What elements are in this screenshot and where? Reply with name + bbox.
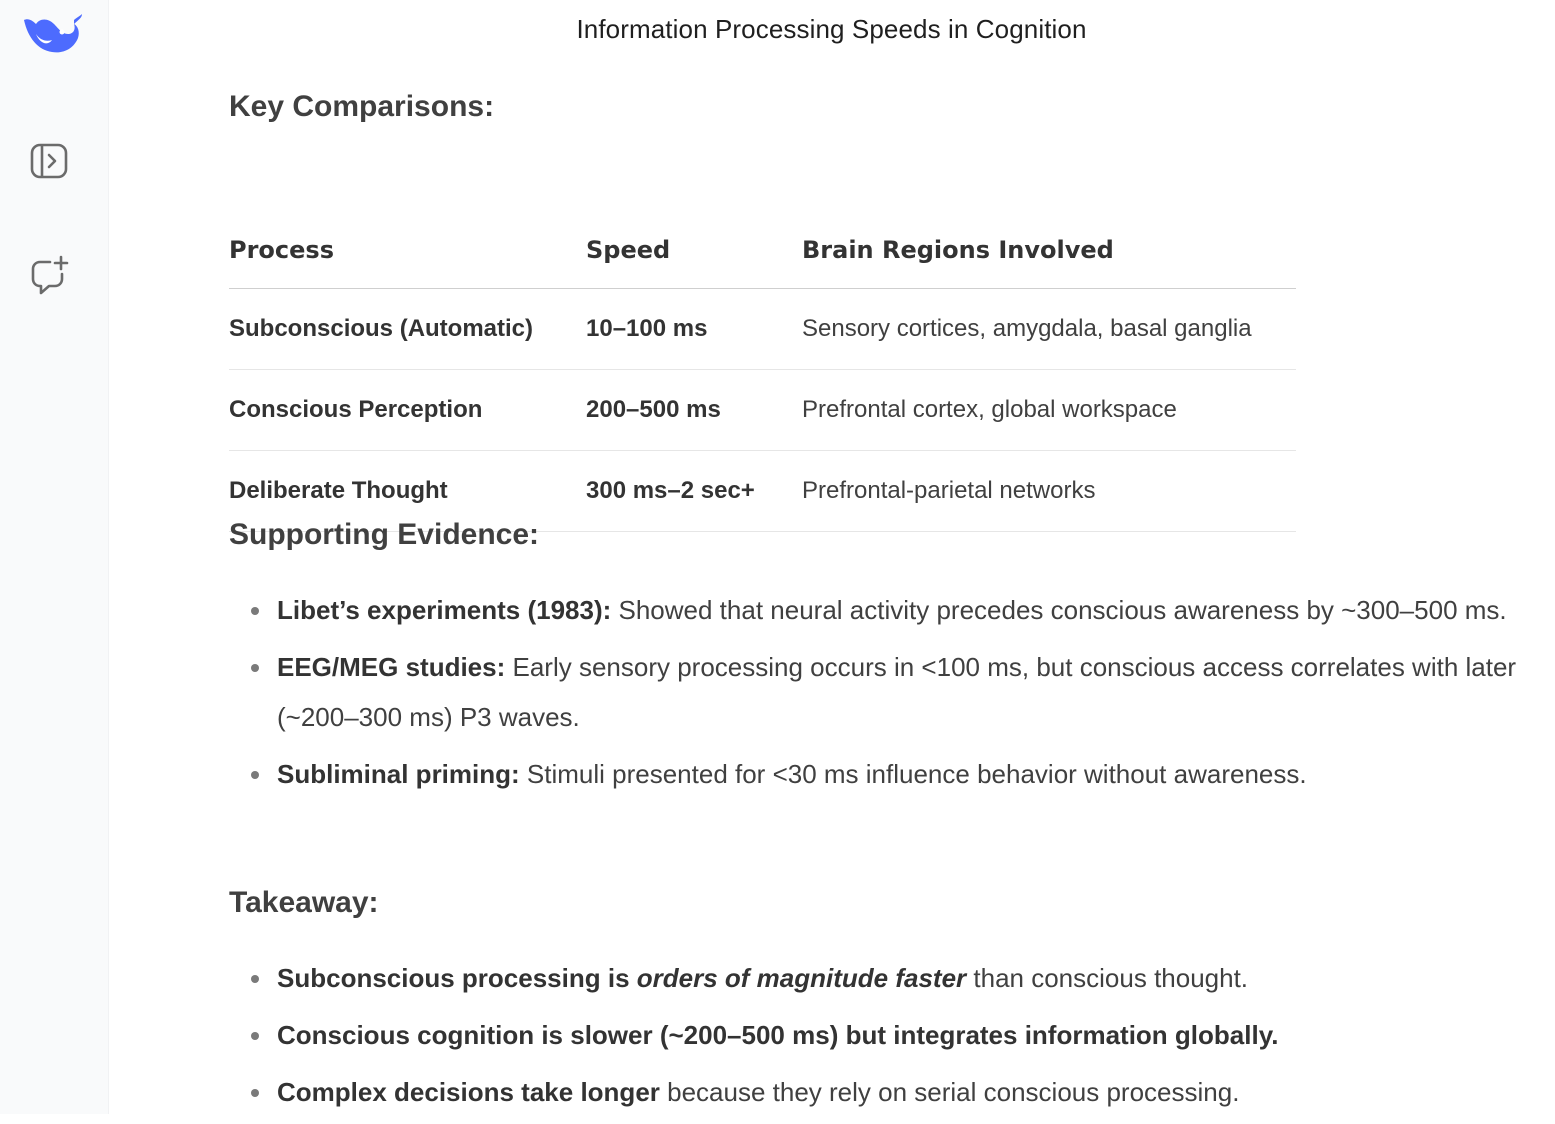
list-item <box>277 1010 1527 1060</box>
table-cell-process: Conscious Perception <box>229 370 586 451</box>
table-cell-regions: Prefrontal-parietal networks <box>802 451 1296 532</box>
table-row <box>229 370 1296 451</box>
new-chat-button[interactable] <box>26 252 72 298</box>
table-cell-regions: Sensory cortices, amygdala, basal ganglia <box>802 289 1296 370</box>
sidebar-toggle-icon <box>29 141 69 181</box>
list-item-label: Complex decisions take longer <box>277 1077 660 1107</box>
list-item <box>277 953 1527 1003</box>
takeaway-list <box>229 953 1527 1124</box>
section-heading-supporting-evidence: Supporting Evidence: <box>229 518 540 551</box>
comparison-table <box>229 236 1296 532</box>
list-item-text: Early sensory processing occurs in <100 ms, but conscious access correlates with later (~200–300 ms) P3 waves. <box>277 652 1517 732</box>
list-item-emphasis: orders of magnitude faster <box>636 963 967 993</box>
list-item <box>277 642 1527 742</box>
section-heading-key-comparisons: Key Comparisons: <box>229 90 495 123</box>
list-item-label: Libet’s experiments (1983): <box>277 595 612 625</box>
list-item <box>277 585 1527 635</box>
list-item-label: EEG/MEG studies: <box>277 652 506 682</box>
list-item-text: than conscious thought. <box>966 963 1249 993</box>
table-cell-speed: 300 ms–2 sec+ <box>586 451 802 532</box>
sidebar <box>0 0 109 1114</box>
table-cell-speed: 10–100 ms <box>586 289 802 370</box>
table-header-process: Process <box>229 236 586 289</box>
table-row <box>229 289 1296 370</box>
table-cell-regions: Prefrontal cortex, global workspace <box>802 370 1296 451</box>
sidebar-toggle-button[interactable] <box>26 138 72 184</box>
table-cell-process: Subconscious (Automatic) <box>229 289 586 370</box>
table-header-regions: Brain Regions Involved <box>802 236 1296 289</box>
section-heading-takeaway: Takeaway: <box>229 886 379 919</box>
deepseek-logo-icon[interactable] <box>18 10 84 60</box>
list-item-label: Subconscious processing is <box>277 963 637 993</box>
list-item-label: Conscious cognition is slower (~200–500 ms) but integrates information globally. <box>277 1020 1279 1050</box>
list-item <box>277 749 1527 799</box>
evidence-list <box>229 585 1527 806</box>
table-header-speed: Speed <box>586 236 802 289</box>
table-cell-speed: 200–500 ms <box>586 370 802 451</box>
table-cell-process: Deliberate Thought <box>229 451 586 532</box>
page-title: Information Processing Speeds in Cognition <box>576 14 1087 44</box>
list-item-label: Subliminal priming: <box>277 759 520 789</box>
list-item <box>277 1067 1527 1117</box>
new-chat-icon <box>28 254 70 296</box>
table-header-row <box>229 236 1296 289</box>
list-item-text: because they rely on serial conscious processing. <box>659 1077 1240 1107</box>
list-item-text: Showed that neural activity precedes conscious awareness by ~300–500 ms. <box>611 595 1507 625</box>
list-item-text: Stimuli presented for <30 ms influence behavior without awareness. <box>519 759 1307 789</box>
